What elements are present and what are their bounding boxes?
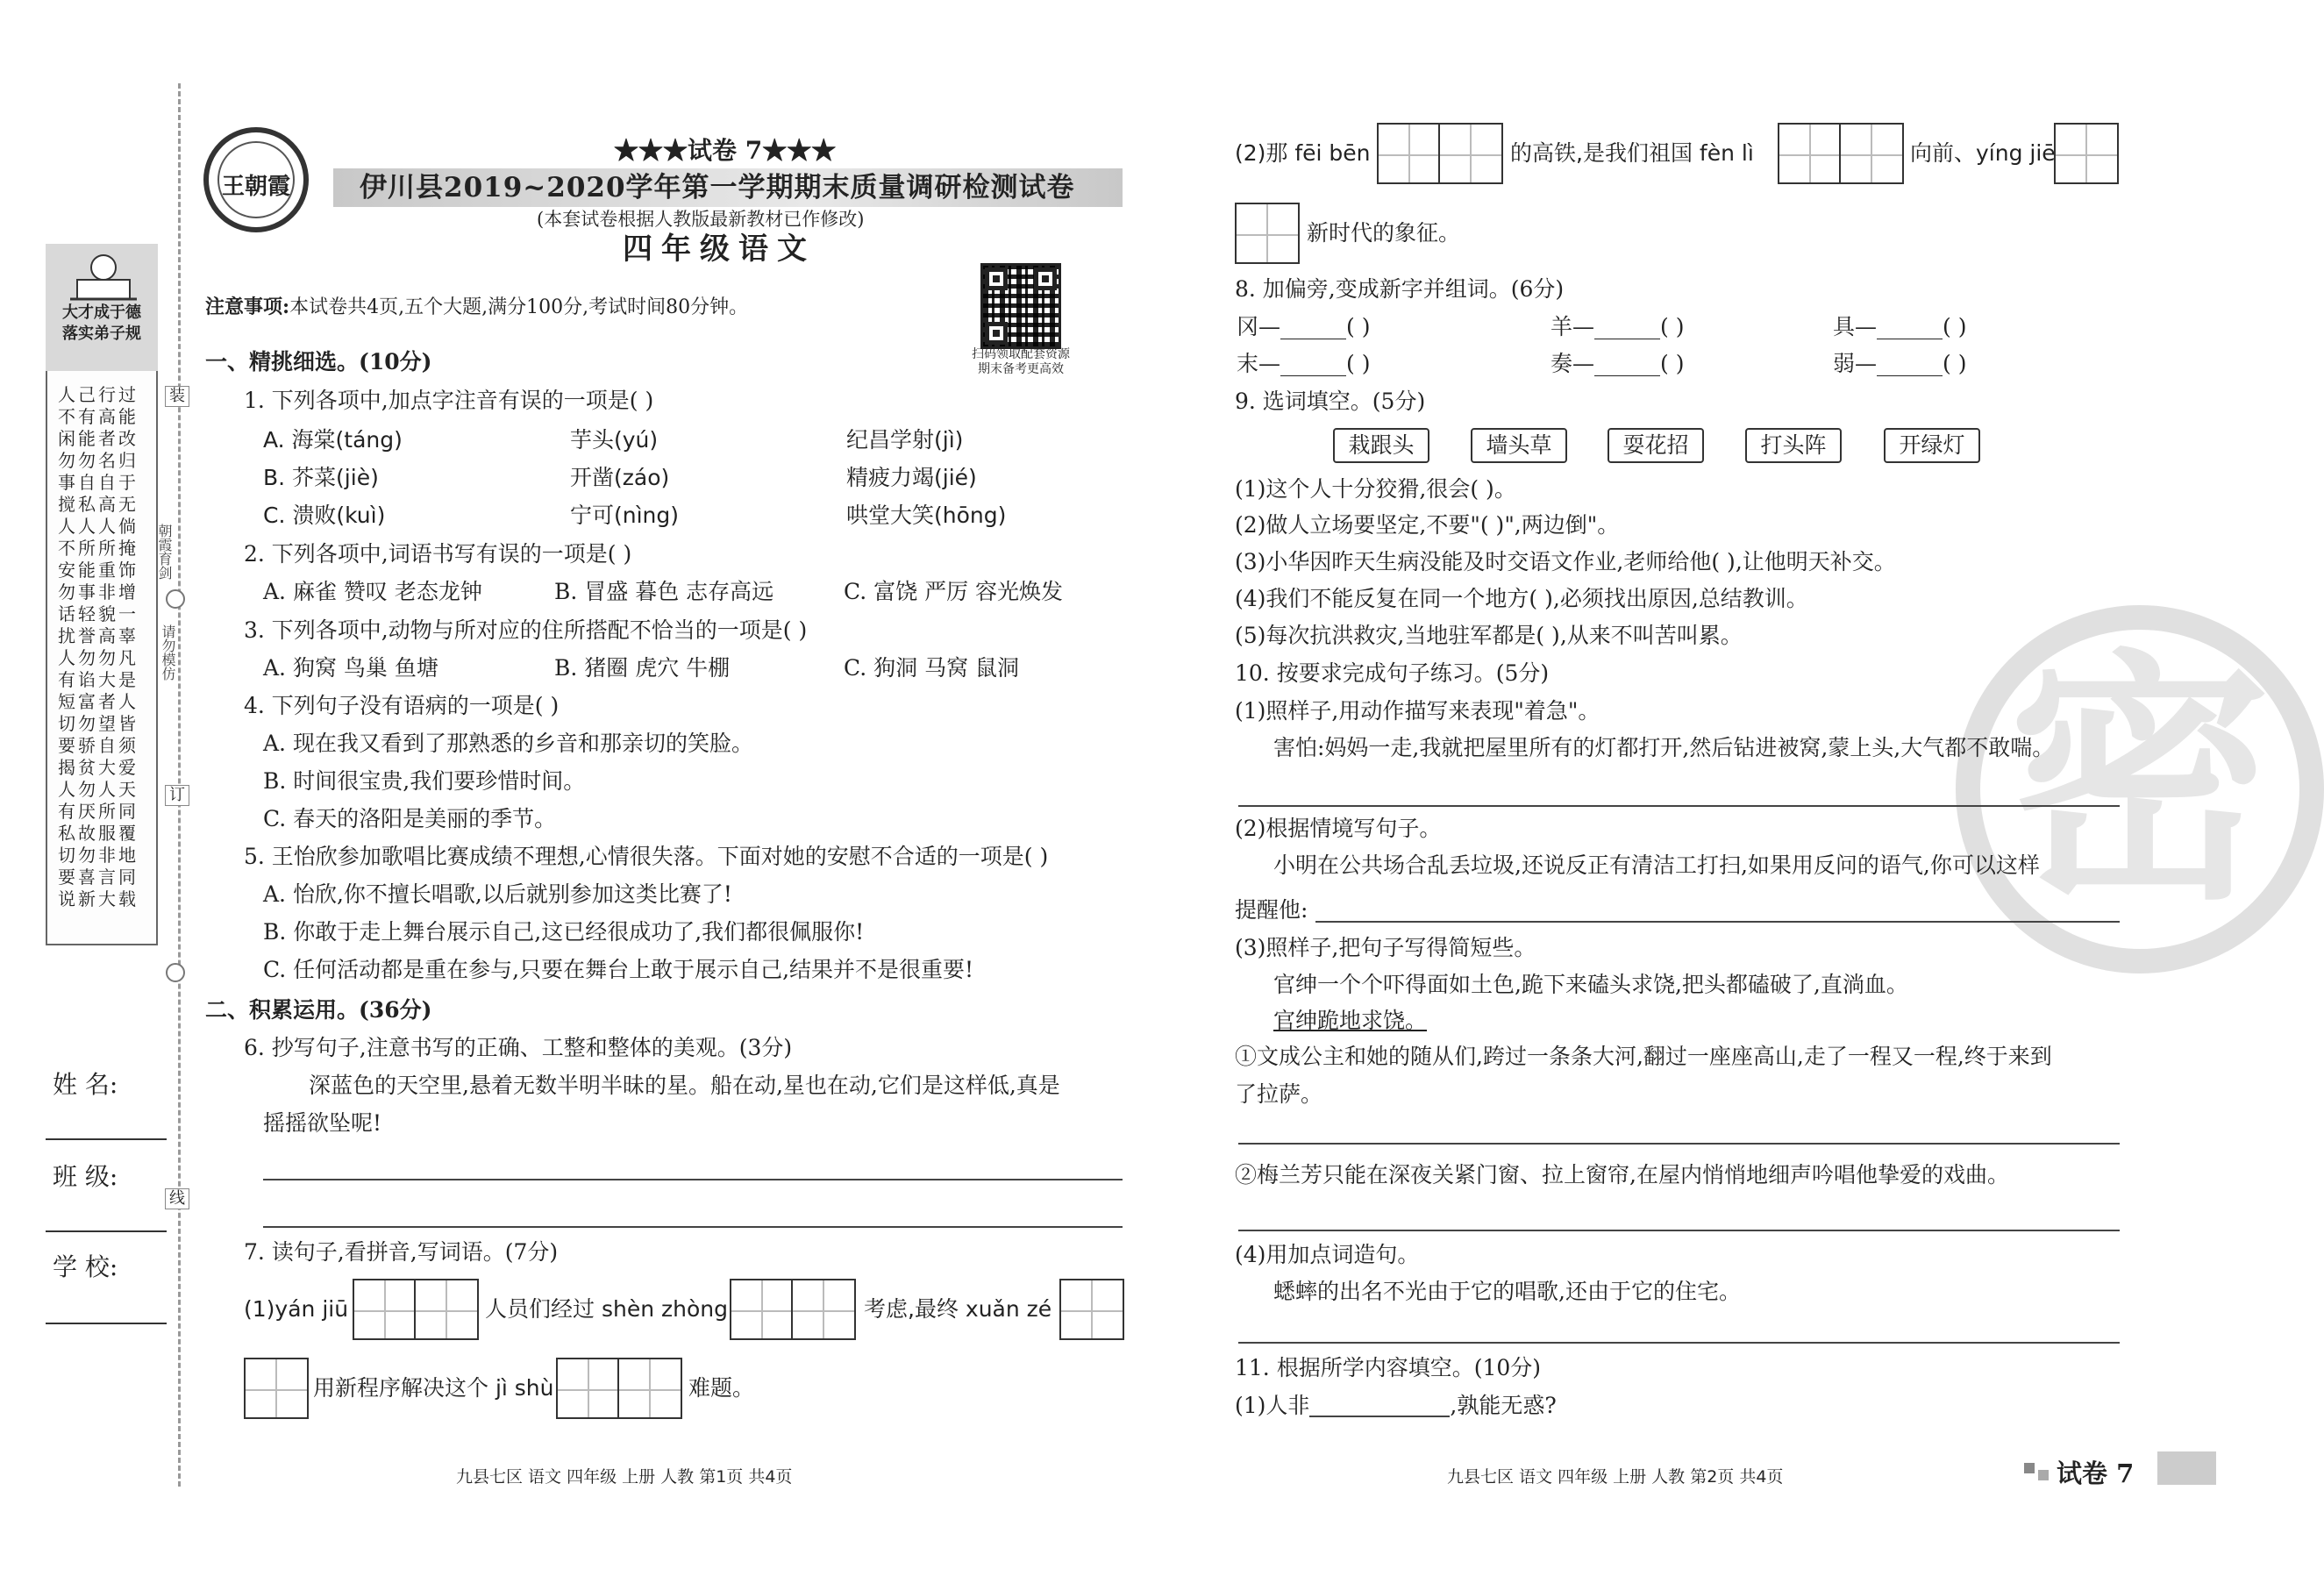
q10-example: 害怕:妈妈一走,我就把屋里所有的灯都打开,然后钻进被窝,蒙上头,大气都不敢喘。 bbox=[1273, 735, 2055, 760]
q2-option: C. 富饶 严厉 容光焕发 bbox=[844, 579, 1064, 604]
motto-row: 不所所掩 bbox=[58, 538, 139, 559]
qr-finder-icon bbox=[985, 322, 1008, 345]
q2-option: A. 麻雀 赞叹 老态龙钟 bbox=[263, 579, 482, 604]
q3-option: C. 狗洞 马窝 鼠洞 bbox=[844, 655, 1020, 681]
motto-row: 有谄大是 bbox=[58, 669, 139, 690]
q1-option: 芋头(yú) bbox=[570, 427, 659, 453]
side-note-line: 请勿模仿 bbox=[160, 624, 176, 681]
section1-title: 一、精挑细选。(10分) bbox=[205, 349, 432, 374]
q6-text: 深蓝色的天空里,悬着无数半明半昧的星。船在动,星也在动,它们是这样低,真是 bbox=[309, 1073, 1060, 1098]
q9-stem: 9. 选词填空。(5分) bbox=[1235, 389, 1426, 414]
section2-title: 二、积累运用。(36分) bbox=[205, 997, 432, 1023]
q6-text: 摇摇欲坠呢! bbox=[263, 1110, 382, 1136]
name-label: 姓 名: bbox=[53, 1070, 118, 1099]
q7-answer-box[interactable] bbox=[244, 1358, 309, 1419]
side-note bbox=[158, 614, 182, 691]
motto-row: 人勿勿凡 bbox=[58, 647, 139, 668]
page1-footer: 九县七区 语文 四年级 上册 人教 第1页 共4页 bbox=[456, 1467, 793, 1487]
q6-stem: 6. 抄写句子,注意书写的正确、工整和整体的美观。(3分) bbox=[244, 1035, 793, 1060]
q4-stem: 4. 下列句子没有语病的一项是( ) bbox=[244, 693, 560, 718]
q9-word-option[interactable]: 开绿灯 bbox=[1884, 428, 1980, 463]
grade-subject-title: 四年级语文 bbox=[623, 232, 816, 267]
q10-part: (2)根据情境写句子。 bbox=[1235, 816, 1442, 841]
seal-char: 线 bbox=[165, 1188, 189, 1209]
notice bbox=[205, 294, 748, 321]
motto-row: 说新大载 bbox=[58, 888, 139, 909]
q7-prompt: 难题。 bbox=[688, 1375, 755, 1401]
q7-stem: 7. 读句子,看拼音,写词语。(7分) bbox=[244, 1239, 559, 1265]
motto-row: 有厌所同 bbox=[58, 801, 139, 822]
q9-item: (4)我们不能反复在同一个地方( ),必须找出原因,总结教训。 bbox=[1235, 586, 1808, 611]
motto-row: 切勿非地 bbox=[58, 845, 139, 866]
class-label: 班 级: bbox=[53, 1162, 118, 1191]
q10-text: 提醒他: bbox=[1235, 897, 1308, 923]
corner-square-icon bbox=[2038, 1470, 2049, 1480]
q1-option: C. 溃败(kuì) bbox=[263, 503, 386, 528]
q5-stem: 5. 王怡欣参加歌唱比赛成绩不理想,心情很失落。下面对她的安慰不合适的一项是( ) bbox=[244, 844, 1049, 869]
q7-2-answer-box[interactable] bbox=[1778, 123, 1904, 184]
logo-text: 王朝霞 bbox=[221, 174, 290, 200]
q10-part: (3)照样子,把句子写得简短些。 bbox=[1235, 935, 1536, 960]
motto-row: 话轻貌一 bbox=[58, 603, 139, 624]
q7-2-answer-box[interactable] bbox=[1377, 123, 1503, 184]
seal-char: 订 bbox=[165, 785, 189, 806]
q9-item: (3)小华因昨天生病没能及时交语文作业,老师给他( ),让他明天补交。 bbox=[1235, 549, 1896, 574]
q11-item-lead: (1)人非 bbox=[1235, 1393, 1310, 1418]
q7-2-prompt: 向前、yíng jiē bbox=[1910, 140, 2056, 166]
q6-answer-line[interactable] bbox=[263, 1179, 1123, 1180]
q9-word-option[interactable]: 打头阵 bbox=[1745, 428, 1842, 463]
q10-answer-line[interactable] bbox=[1238, 805, 2120, 807]
side-note bbox=[154, 513, 179, 590]
scholar-figure-icon bbox=[61, 250, 146, 303]
q11-stem: 11. 根据所学内容填空。(10分) bbox=[1235, 1355, 1542, 1380]
corner-paper-label: 试卷 7 bbox=[2057, 1458, 2135, 1488]
qr-caption: 扫码领取配套资源 期末备考更高效 bbox=[972, 347, 1070, 376]
motto-row: 人人人倘 bbox=[58, 516, 139, 537]
side-note-line: 朝霞育剑 bbox=[156, 524, 173, 580]
q9-word-option[interactable]: 耍花招 bbox=[1608, 428, 1704, 463]
q10-part: (1)照样子,用动作描写来表现"着急"。 bbox=[1235, 698, 1600, 724]
q4-option: A. 现在我又看到了那熟悉的乡音和那亲切的笑脸。 bbox=[263, 731, 753, 756]
q7-2-prompt: 新时代的象征。 bbox=[1307, 220, 1461, 246]
q11-item bbox=[1235, 1393, 1557, 1419]
q10-part: (4)用加点词造句。 bbox=[1235, 1242, 1420, 1267]
q9-item: (1)这个人十分狡猾,很会( )。 bbox=[1235, 476, 1516, 502]
q9-item: (5)每次抗洪救灾,当地驻军都是( ),从来不叫苦叫累。 bbox=[1235, 623, 1743, 648]
q10-text: ①文成公主和她的随从们,跨过一条条大河,翻过一座座高山,走了一程又一程,终于来到 bbox=[1235, 1044, 2052, 1069]
q4-option: C. 春天的洛阳是美丽的季节。 bbox=[263, 806, 557, 831]
q10-example-answer: 官绅跪地求饶。 bbox=[1273, 1008, 1428, 1033]
q11-item-tail: ,孰能无惑? bbox=[1450, 1393, 1557, 1418]
motto-row: 切勿望皆 bbox=[58, 713, 139, 734]
q10-answer-line[interactable] bbox=[1315, 921, 2120, 923]
q1-stem: 1. 下列各项中,加点字注音有误的一项是( ) bbox=[244, 388, 654, 413]
motto-heading bbox=[49, 303, 154, 345]
qr-finder-icon bbox=[1034, 267, 1057, 290]
q7-prompt: 人员们经过 shèn zhòng bbox=[485, 1296, 728, 1322]
motto-row: 私故服覆 bbox=[58, 823, 139, 844]
exam-title: 伊川县2019~2020学年第一学期期末质量调研检测试卷 bbox=[360, 172, 1075, 203]
q3-stem: 3. 下列各项中,动物与所对应的住所搭配不恰当的一项是( ) bbox=[244, 617, 808, 643]
notice-label: 注意事项: bbox=[205, 296, 290, 318]
motto-row: 不有高能 bbox=[58, 406, 139, 427]
q3-option: A. 狗窝 鸟巢 鱼塘 bbox=[263, 655, 438, 681]
left-margin bbox=[0, 0, 185, 1569]
q5-option: B. 你敢于走上舞台展示自己,这已经很成功了,我们都很佩服你! bbox=[263, 919, 865, 945]
q1-option: 宁可(nìng) bbox=[570, 503, 680, 528]
q1-option: 开凿(záo) bbox=[570, 465, 670, 490]
motto-row: 短富者人 bbox=[58, 691, 139, 712]
q7-prompt: (1)yán jiū bbox=[244, 1296, 349, 1322]
q8-item[interactable]: 具—______( ) bbox=[1833, 314, 1967, 339]
q8-item[interactable]: 奏—______( ) bbox=[1551, 351, 1685, 376]
corner-square-icon bbox=[2024, 1463, 2035, 1473]
q7-answer-box[interactable] bbox=[1059, 1279, 1124, 1340]
motto-heading-line: 落实弟子规 bbox=[62, 324, 141, 343]
q9-item: (2)做人立场要坚定,不要"( )",两边倒"。 bbox=[1235, 512, 1620, 538]
q10-answer-line[interactable] bbox=[1238, 1230, 2120, 1231]
motto-row: 人己行过 bbox=[58, 384, 139, 405]
q8-item[interactable]: 羊—______( ) bbox=[1551, 314, 1685, 339]
q10-answer-line[interactable] bbox=[1238, 1143, 2120, 1145]
q7-2-prompt: (2)那 fēi bēn bbox=[1235, 140, 1371, 166]
q7-answer-box[interactable] bbox=[353, 1279, 479, 1340]
q2-stem: 2. 下列各项中,词语书写有误的一项是( ) bbox=[244, 541, 632, 567]
qr-code[interactable] bbox=[980, 263, 1061, 349]
q8-stem: 8. 加偏旁,变成新字并组词。(6分) bbox=[1235, 276, 1565, 302]
motto-row: 事自自于 bbox=[58, 472, 139, 493]
exam-subtitle: (本套试卷根据人教版最新教材已作修改) bbox=[537, 209, 865, 230]
q2-option: B. 冒盛 暮色 志存高远 bbox=[554, 579, 774, 604]
motto-row: 勿勿名归 bbox=[58, 450, 139, 471]
binding-hole-icon bbox=[166, 589, 185, 609]
corner-bar bbox=[2157, 1451, 2216, 1485]
q5-option: A. 怡欣,你不擅长唱歌,以后就别参加这类比赛了! bbox=[263, 881, 732, 907]
q1-option: B. 芥菜(jiè) bbox=[263, 465, 379, 490]
q5-option: C. 任何活动都是重在参与,只要在舞台上敢于展示自己,结果并不是很重要! bbox=[263, 957, 974, 982]
school-label: 学 校: bbox=[53, 1252, 118, 1281]
q1-option: A. 海棠(táng) bbox=[263, 427, 403, 453]
q10-text: 小明在公共场合乱丢垃圾,还说反正有清洁工打扫,如果用反问的语气,你可以这样 bbox=[1273, 852, 2040, 878]
q10-text: ②梅兰芳只能在深夜关紧门窗、拉上窗帘,在屋内悄悄地细声吟唱他挚爱的戏曲。 bbox=[1235, 1162, 2009, 1187]
notice-text: 本试卷共4页,五个大题,满分100分,考试时间80分钟。 bbox=[289, 296, 749, 318]
q10-stem: 10. 按要求完成句子练习。(5分) bbox=[1235, 660, 1550, 686]
q8-item[interactable]: 弱—______( ) bbox=[1833, 351, 1967, 376]
q7-2-answer-box[interactable] bbox=[2054, 123, 2119, 184]
q10-example: 蟋蟀的出名不光由于它的唱歌,还由于它的住宅。 bbox=[1273, 1279, 1741, 1304]
motto-row: 要骄自须 bbox=[58, 735, 139, 756]
q11-answer-blank[interactable] bbox=[1309, 1398, 1450, 1417]
page2-footer: 九县七区 语文 四年级 上册 人教 第2页 共4页 bbox=[1447, 1467, 1784, 1487]
q1-option: 纪昌学射(jì) bbox=[846, 427, 964, 453]
school-field[interactable] bbox=[46, 1323, 167, 1324]
binding-hole-icon bbox=[166, 963, 185, 982]
q10-answer-line[interactable] bbox=[1238, 1342, 2120, 1344]
q10-text: 了拉萨。 bbox=[1235, 1081, 1323, 1107]
q7-answer-box[interactable] bbox=[730, 1279, 856, 1340]
q3-option: B. 猪圈 虎穴 牛棚 bbox=[554, 655, 731, 681]
seal-char: 装 bbox=[165, 386, 189, 407]
q1-option: 哄堂大笑(hōng) bbox=[846, 503, 1007, 528]
motto-heading-line: 大才成于德 bbox=[62, 303, 141, 322]
watermark-seal: 密 bbox=[2008, 625, 2271, 935]
q9-word-option[interactable]: 栽跟头 bbox=[1333, 428, 1429, 463]
paper-number: ★★★试卷 7★★★ bbox=[614, 136, 837, 165]
motto-row: 搅私高无 bbox=[58, 494, 139, 515]
q4-option: B. 时间很宝贵,我们要珍惜时间。 bbox=[263, 768, 586, 794]
q8-item[interactable]: 末—______( ) bbox=[1237, 351, 1371, 376]
motto-row: 揭贫大爱 bbox=[58, 757, 139, 778]
motto-row: 要喜言同 bbox=[58, 867, 139, 888]
q6-answer-line[interactable] bbox=[263, 1226, 1123, 1228]
name-field[interactable] bbox=[46, 1138, 167, 1140]
motto-row: 勿事非增 bbox=[58, 581, 139, 603]
q7-2-prompt: 的高铁,是我们祖国 fèn lì bbox=[1510, 140, 1754, 166]
q7-2-answer-box[interactable] bbox=[1235, 203, 1300, 264]
q9-word-option[interactable]: 墙头草 bbox=[1471, 428, 1567, 463]
motto-row: 闲能者改 bbox=[58, 428, 139, 449]
q10-example: 官绅一个个吓得面如土色,跪下来磕头求饶,把头都磕破了,直淌血。 bbox=[1273, 972, 1908, 997]
class-field[interactable] bbox=[46, 1230, 167, 1232]
q8-item[interactable]: 冈—______( ) bbox=[1237, 314, 1371, 339]
motto-row: 安能重饰 bbox=[58, 560, 139, 581]
q1-option: 精疲力竭(jié) bbox=[846, 465, 977, 490]
q7-prompt: 考虑,最终 xuǎn zé bbox=[864, 1296, 1052, 1322]
q7-answer-box[interactable] bbox=[556, 1358, 682, 1419]
motto-row: 人勿人天 bbox=[58, 779, 139, 800]
q7-prompt: 用新程序解决这个 jì shù bbox=[313, 1375, 554, 1401]
qr-finder-icon bbox=[985, 267, 1008, 290]
motto-row: 扰誉高辜 bbox=[58, 625, 139, 646]
